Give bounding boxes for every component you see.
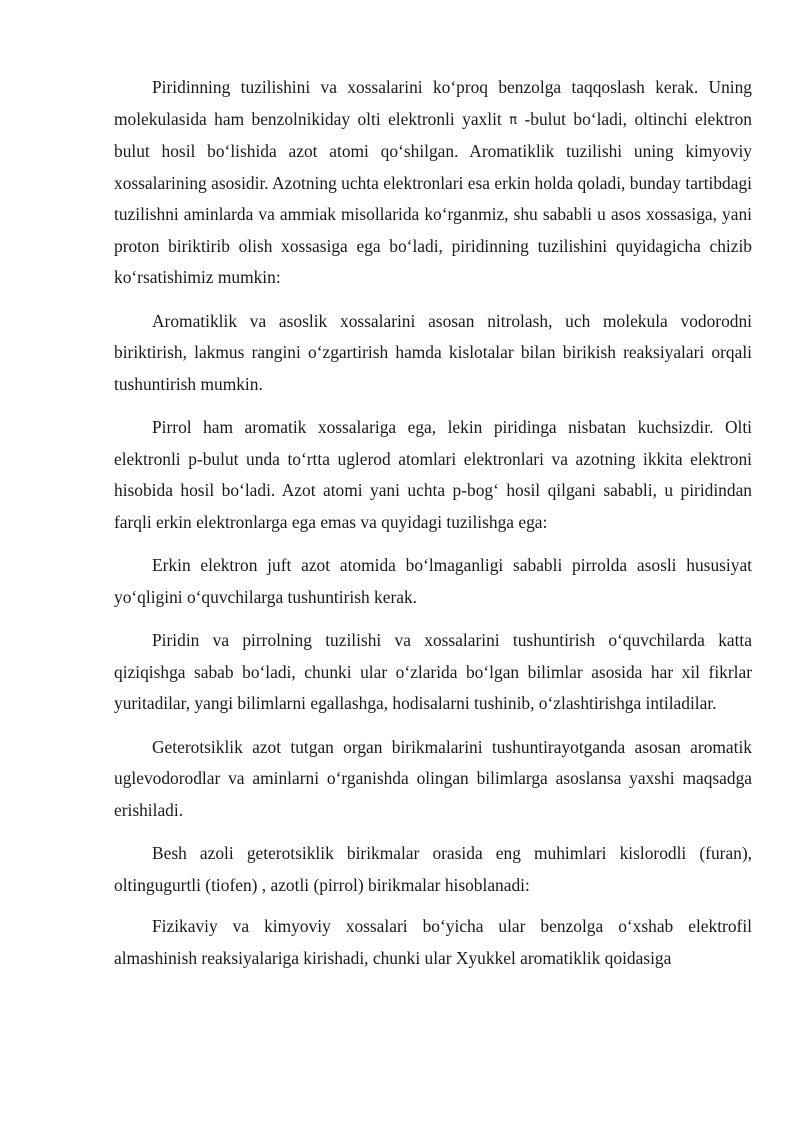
paragraph-text: -bulut bo‘ladi, oltinchi elektron bulut hosil bo‘lishida azot atomi qo‘shilgan. Aromatiklik tuzilishi uning kimyoviy xossalarining asosidir. Azotning uchta elektronlari esa erkin holda qoladi, bunday tartibdagi tuzilishni aminlarda va ammiak misollarida ko‘rganmiz, shu sababli u asos xossasiga, yani proton biriktirib olish xossasiga ega bo‘ladi, piridinning tuzilishini quyidagicha chizib ko‘rsatishimiz mumkin: (114, 108, 752, 287)
paragraph-five-membered-heterocycles: Besh azoli geterotsiklik birikmalar orasida eng muhimlari kislorodli (furan), oltingugurtli (tiofen) , azotli (pirrol) birikmalar hisoblanadi: (114, 843, 752, 895)
paragraph-physical-chemical-properties: Fizikaviy va kimyoviy xossalari bo‘yicha ular benzolga o‘xshab elektrofil almashinish reaksiyalariga kirishadi, chunki ular Xyukkel aromatiklik qoidasiga (114, 916, 752, 968)
paragraph-pyrrole-aromatic: Pirrol ham aromatik xossalariga ega, lekin piridinga nisbatan kuchsizdir. Olti elektronli p-bulut unda to‘rtta uglerod atomlari elektronlari va azotning ikkita elektroni hisobida hosil bo‘ladi. Azot atomi yani uchta p-bog‘ hosil qilgani sababli, u piridindan farqli erkin elektronlarga ega emas va quyidagi tuzilishga ega: (114, 417, 752, 532)
document-page (114, 72, 752, 974)
paragraph-text: Piridinning tuzilishini va xossalarini ko‘proq benzolga taqqoslash kerak. Uning molekulasida ham benzolnikiday olti elektronli yaxlit (114, 77, 752, 129)
paragraph-heterocyclic-nitrogen: Geterotsiklik azot tutgan organ birikmalarini tushuntirayotganda asosan aromatik uglevodorodlar va aminlarni o‘rganishda olingan bilimlarga asoslansa yaxshi maqsadga erishiladi. (114, 736, 752, 820)
pi-symbol: π (509, 112, 518, 128)
paragraph-aromaticity-basicity: Aromatiklik va asoslik xossalarini asosan nitrolash, uch molekula vodorodni biriktirish, lakmus rangini o‘zgartirish hamda kislotalar bilan birikish reaksiyalari orqali tushuntirish mumkin. (114, 310, 752, 394)
paragraph-students-interest: Piridin va pirrolning tuzilishi va xossalarini tushuntirish o‘quvchilarda katta qiziqishga sabab bo‘ladi, chunki ular o‘zlarida bo‘lgan bilimlar asosida har xil fikrlar yuritadilar, yangi bilimlarni egallashga, hodisalarni tushinib, o‘zlashtirishga intiladilar. (114, 630, 752, 713)
paragraph-pyridine-structure (114, 72, 752, 294)
paragraph-pyrrole-basicity: Erkin elektron juft azot atomida bo‘lmaganligi sababli pirrolda asosli hususiyat yo‘qligini o‘quvchilarga tushuntirish kerak. (114, 555, 752, 607)
